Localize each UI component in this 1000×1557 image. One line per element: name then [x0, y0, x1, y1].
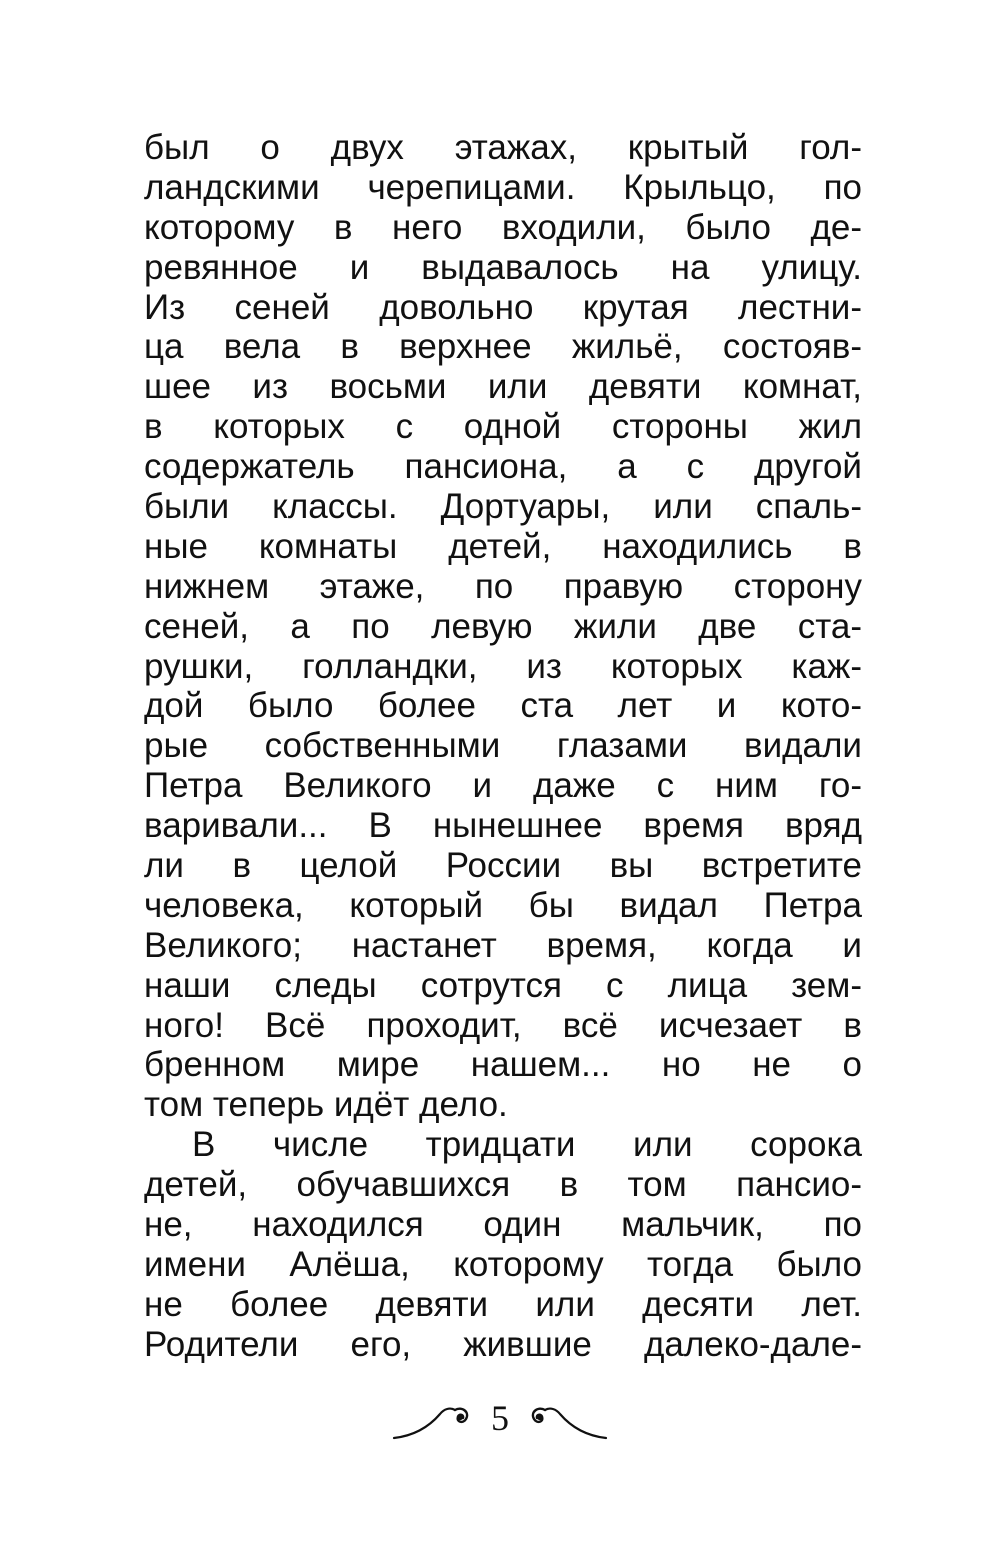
text-line: сеней, а по левую жили две ста-: [144, 606, 862, 646]
text-line: рушки, голландки, из которых каж-: [144, 646, 862, 686]
text-line: детей, обучавшихся в том пансио-: [144, 1165, 862, 1205]
text-line: Из сеней довольно крутая лестни-: [144, 287, 862, 327]
text-line: наши следы сотрутся с лица зем-: [144, 965, 862, 1005]
text-line: Петра Великого и даже с ним го-: [144, 766, 862, 806]
text-line: ли в целой России вы встретите: [144, 846, 862, 886]
text-line: бренном мире нашем... но не о: [144, 1045, 862, 1085]
text-line: ландскими черепицами. Крыльцо, по: [144, 167, 862, 207]
text-line: ного! Всё проходит, всё исчезает в: [144, 1005, 862, 1045]
text-line: ца вела в верхнее жильё, состояв-: [144, 327, 862, 367]
text-line: не более девяти или десяти лет.: [144, 1284, 862, 1324]
text-line: Великого; настанет время, когда и: [144, 925, 862, 965]
text-line: варивали... В нынешнее время вряд: [144, 806, 862, 846]
text-line: ревянное и выдавалось на улицу.: [144, 247, 862, 287]
paragraph-end-line: том теперь идёт дело.: [144, 1085, 508, 1125]
text-line: рые собственными глазами видали: [144, 726, 862, 766]
text-line: не, находился один мальчик, по: [144, 1205, 862, 1245]
text-line: имени Алёша, которому тогда было: [144, 1244, 862, 1284]
page-number: 5: [491, 1398, 509, 1438]
page-folio: [380, 1392, 620, 1452]
body-text: [144, 128, 862, 1365]
paragraph-start-line: В числе тридцати или сорока: [192, 1125, 862, 1165]
text-line: Родители его, жившие далеко-дале-: [144, 1324, 862, 1364]
text-line: человека, который бы видал Петра: [144, 885, 862, 925]
text-line: которому в него входили, было де-: [144, 207, 862, 247]
text-line: дой было более ста лет и кото-: [144, 686, 862, 726]
text-line: содержатель пансиона, а с другой: [144, 447, 862, 487]
text-line: нижнем этаже, по правую сторону: [144, 566, 862, 606]
text-line: был о двух этажах, крытый гол-: [144, 128, 862, 167]
text-line: в которых с одной стороны жил: [144, 407, 862, 447]
text-line: шее из восьми или девяти комнат,: [144, 367, 862, 407]
text-line: были классы. Дортуары, или спаль-: [144, 487, 862, 527]
text-line: ные комнаты детей, находились в: [144, 526, 862, 566]
